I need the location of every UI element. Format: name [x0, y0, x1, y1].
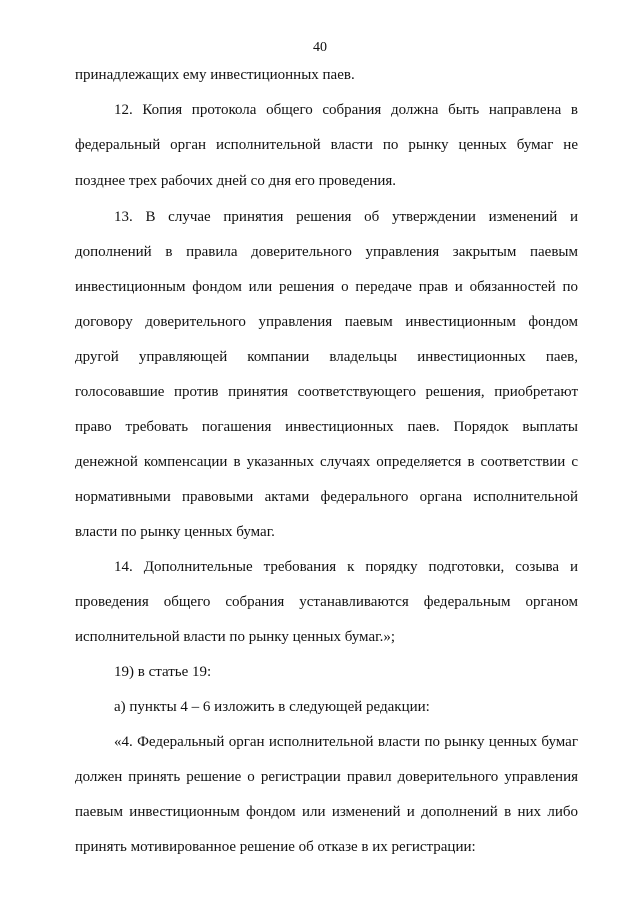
text-line: инвестиционным фондом или решения о передаче прав и обязанностей по: [75, 279, 578, 295]
text-line: дополнений в правила доверительного управления закрытым паевым: [75, 244, 578, 260]
text-line: принадлежащих ему инвестиционных паев.: [75, 67, 355, 83]
text-line: позднее трех рабочих дней со дня его проведения.: [75, 173, 397, 189]
text-line: 14. Дополнительные требования к порядку подготовки, созыва и: [114, 559, 578, 575]
text-line: а) пункты 4 – 6 изложить в следующей редакции:: [114, 699, 430, 715]
text-line: принять мотивированное решение об отказе в их регистрации:: [75, 839, 476, 855]
text-line: голосовавшие против принятия соответствующего решения, приобретают: [75, 384, 578, 400]
text-line: 19) в статье 19:: [114, 664, 212, 680]
text-line: должен принять решение о регистрации правил доверительного управления: [75, 769, 578, 785]
text-line: 13. В случае принятия решения об утверждении изменений и: [114, 209, 578, 225]
text-line: денежной компенсации в указанных случаях определяется в соответствии с: [75, 454, 578, 470]
text-line: 12. Копия протокола общего собрания должна быть направлена в: [114, 102, 578, 118]
page-number: 40: [313, 40, 327, 55]
text-line: власти по рынку ценных бумаг.: [75, 524, 275, 540]
text-line: федеральный орган исполнительной власти по рынку ценных бумаг не: [75, 137, 578, 153]
text-line: договору доверительного управления паевым инвестиционным фондом: [75, 314, 578, 330]
text-line: другой управляющей компании владельцы инвестиционных паев,: [75, 349, 578, 365]
text-line: нормативными правовыми актами федерального органа исполнительной: [75, 489, 578, 505]
text-line: проведения общего собрания устанавливаются федеральным органом: [75, 594, 578, 610]
text-line: «4. Федеральный орган исполнительной власти по рынку ценных бумаг: [114, 734, 578, 750]
text-line: паевым инвестиционным фондом или изменений и дополнений в них либо: [75, 804, 578, 820]
text-line: исполнительной власти по рынку ценных бумаг.»;: [75, 629, 395, 645]
text-line: право требовать погашения инвестиционных паев. Порядок выплаты: [75, 419, 578, 435]
